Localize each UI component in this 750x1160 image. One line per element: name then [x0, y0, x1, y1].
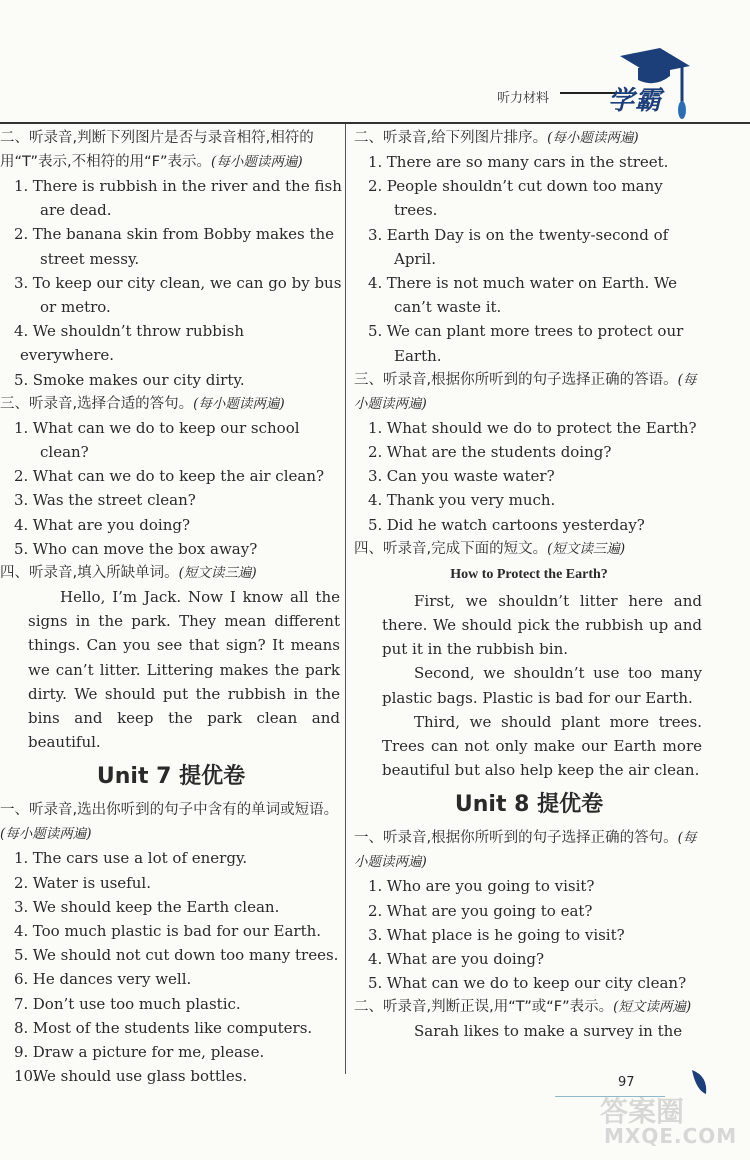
- section-heading: 二、听录音,判断正误,用“T”或“F”表示。(短文读两遍): [354, 999, 692, 1016]
- item-number: 5.: [14, 539, 29, 558]
- item-text: He dances very well.: [32, 970, 192, 989]
- item-number: 4.: [14, 922, 29, 941]
- item-text: What place is he going to visit?: [386, 925, 625, 944]
- item-number: 3.: [368, 467, 383, 486]
- item-text: What can we do to keep our city clean?: [386, 974, 687, 993]
- list-item: [0, 1040, 342, 1064]
- item-text: What should we do to protect the Earth?: [386, 418, 697, 437]
- item-text: The banana skin from Bobby makes the: [32, 225, 335, 244]
- passage: First, we shouldn’t litter here and there. We should pick the rubbish up and put it in the rubbish bin. Second, we shouldn’t use too many plastic bags. Plastic is bad for our Earth. Third, we should plant more trees. Trees can not only make our Earth more beautiful but also help keep the air clean.: [382, 591, 702, 780]
- list-item: [0, 271, 342, 295]
- list-item: [354, 971, 704, 995]
- item-text: What are you doing?: [32, 515, 191, 534]
- item-text-continued: or metro.: [40, 298, 111, 317]
- item-text: What can we do to keep our school: [32, 418, 300, 437]
- item-text: Thank you very much.: [386, 491, 556, 510]
- item-text: Who are you going to visit?: [386, 877, 595, 896]
- item-text: To keep our city clean, we can go by bus: [32, 273, 342, 292]
- leaf-icon: [688, 1068, 710, 1098]
- item-number: 2.: [368, 901, 383, 920]
- item-number: 2.: [368, 177, 383, 196]
- list-item: [0, 368, 342, 392]
- list-item: [0, 967, 342, 991]
- list-item: [354, 174, 704, 198]
- item-text: Water is useful.: [32, 873, 151, 892]
- list-item: [354, 488, 704, 512]
- item-list: [0, 846, 342, 1088]
- item-text: What can we do to keep the air clean?: [32, 467, 325, 486]
- watermark-url: MXQE.COM: [604, 1124, 738, 1148]
- list-item: [0, 513, 342, 537]
- item-number: 2.: [14, 225, 29, 244]
- item-text: Can you waste water?: [386, 467, 555, 486]
- list-item: [0, 222, 342, 246]
- passage: Hello, I’m Jack. Now I know all the signs in the park. They mean different things. Can you see that sign? It means we can’t litter. Littering makes the park dirty. We should put the rubbish in the bins and keep the park clean and beautiful.: [28, 588, 340, 752]
- item-number: 5.: [368, 515, 383, 534]
- item-number: 8.: [14, 1018, 29, 1037]
- item-text: Too much plastic is bad for our Earth.: [32, 922, 322, 941]
- item-text: We can plant more trees to protect our: [386, 322, 684, 341]
- section-heading: 二、听录音,给下列图片排序。(每小题读两遍): [354, 130, 639, 146]
- item-number: 5.: [14, 370, 29, 389]
- item-text-continued: trees.: [394, 201, 438, 220]
- item-number: 3.: [14, 491, 29, 510]
- item-number: 9.: [14, 1043, 29, 1062]
- item-text: There is not much water on Earth. We: [386, 274, 678, 293]
- item-text: Most of the students like computers.: [32, 1018, 313, 1037]
- item-number: 4.: [14, 322, 29, 341]
- item-number: 4.: [368, 950, 383, 969]
- item-number: 1.: [368, 418, 383, 437]
- list-item: [0, 992, 342, 1016]
- list-item: [354, 223, 704, 247]
- item-text: Don’t use too much plastic.: [32, 994, 241, 1013]
- item-list: [354, 150, 704, 368]
- item-text: Smoke makes our city dirty.: [32, 370, 245, 389]
- list-item: [354, 464, 704, 488]
- left-column: [0, 126, 342, 1089]
- item-number: 1.: [368, 153, 383, 171]
- item-number: 2.: [14, 873, 29, 892]
- item-text-continued: street messy.: [40, 249, 140, 268]
- item-text: We should use glass bottles.: [32, 1067, 248, 1086]
- item-text-continued: can’t waste it.: [394, 298, 502, 317]
- list-item: [0, 919, 342, 943]
- item-text: We should keep the Earth clean.: [32, 897, 280, 916]
- item-number: 4.: [368, 274, 383, 293]
- item-text: Who can move the box away?: [32, 539, 258, 558]
- item-text: Earth Day is on the twenty-second of: [386, 225, 669, 244]
- item-number: 5.: [14, 946, 29, 965]
- header-label: 听力材料: [497, 91, 550, 106]
- item-text-continued: clean?: [40, 443, 89, 462]
- item-number: 7.: [14, 994, 29, 1013]
- section-heading: 一、听录音,选出你听到的句子中含有的单词或短语。(每小题读两遍): [0, 802, 339, 843]
- item-number: 1.: [14, 418, 29, 437]
- item-text: What are you doing?: [386, 950, 545, 969]
- page-header: [0, 0, 750, 125]
- list-item: [354, 271, 704, 295]
- item-number: 10.: [14, 1067, 38, 1086]
- item-list: [354, 874, 704, 995]
- item-text: Draw a picture for me, please.: [32, 1043, 265, 1062]
- list-item: [0, 174, 342, 198]
- list-item: [0, 943, 342, 967]
- section-heading: 三、听录音,选择合适的答句。(每小题读两遍): [0, 395, 285, 412]
- item-number: 4.: [14, 515, 29, 534]
- item-number: 2.: [14, 467, 29, 486]
- column-divider: [345, 124, 346, 1074]
- section-heading: 四、听录音,填入所缺单词。(短文读三遍): [0, 565, 257, 582]
- list-item: [0, 416, 342, 440]
- item-text: The cars use a lot of energy.: [32, 849, 248, 868]
- item-text: We should not cut down too many trees.: [32, 946, 339, 965]
- item-text-continued: April.: [394, 249, 436, 268]
- item-text-continued: Earth.: [394, 346, 442, 365]
- item-list: [0, 174, 342, 392]
- list-item: [0, 871, 342, 895]
- unit-title: Unit 7 提优卷: [96, 764, 246, 790]
- list-item: [0, 846, 342, 870]
- item-number: 1.: [14, 849, 29, 868]
- item-text: What are the students doing?: [386, 443, 612, 462]
- list-item: [0, 488, 342, 512]
- item-number: 3.: [14, 897, 29, 916]
- list-item: [354, 874, 704, 898]
- item-text: There are so many cars in the street.: [386, 153, 669, 171]
- item-number: 3.: [14, 273, 29, 292]
- item-text: We shouldn’t throw rubbish everywhere.: [20, 322, 244, 365]
- unit-title: Unit 8 提优卷: [454, 792, 604, 818]
- list-item: [0, 537, 342, 561]
- brand-logo: 学霸: [608, 86, 663, 116]
- item-text: Did he watch cartoons yesterday?: [386, 515, 645, 534]
- passage: Sarah likes to make a survey in the: [414, 1022, 683, 1041]
- section-heading: 三、听录音,根据你所听到的句子选择正确的答语。(每小题读两遍): [354, 371, 697, 412]
- item-number: 5.: [368, 974, 383, 993]
- item-number: 6.: [14, 970, 29, 989]
- item-number: 3.: [368, 225, 383, 244]
- watermark-logo: 答案圈: [600, 1095, 685, 1128]
- list-item: [0, 895, 342, 919]
- list-item: [0, 1016, 342, 1040]
- list-item: [354, 416, 704, 440]
- item-text: People shouldn’t cut down too many: [386, 177, 663, 196]
- passage-title: How to Protect the Earth?: [450, 566, 608, 582]
- list-item: [354, 319, 704, 343]
- item-number: 4.: [368, 491, 383, 510]
- list-item: [0, 1064, 342, 1088]
- list-item: [354, 440, 704, 464]
- item-text: There is rubbish in the river and the fish: [32, 177, 342, 195]
- item-list: [354, 416, 704, 537]
- list-item: [354, 947, 704, 971]
- list-item: [0, 319, 342, 367]
- item-number: 3.: [368, 925, 383, 944]
- list-item: [354, 923, 704, 947]
- item-number: 2.: [368, 443, 383, 462]
- item-list: [0, 416, 342, 561]
- list-item: [0, 464, 342, 488]
- page-number: 97: [618, 1075, 635, 1090]
- right-column: [354, 126, 704, 1044]
- section-heading: 一、听录音,根据你所听到的句子选择正确的答句。(每小题读两遍): [354, 830, 697, 871]
- item-number: 1.: [14, 177, 29, 195]
- item-text-continued: are dead.: [40, 201, 112, 220]
- list-item: [354, 150, 704, 174]
- item-text: Was the street clean?: [32, 491, 196, 510]
- list-item: [354, 513, 704, 537]
- header-rule: [0, 122, 750, 124]
- item-number: 5.: [368, 322, 383, 341]
- section-heading: 四、听录音,完成下面的短文。(短文读三遍): [354, 540, 626, 557]
- item-text: What are you going to eat?: [386, 901, 593, 920]
- item-number: 1.: [368, 877, 383, 896]
- list-item: [354, 899, 704, 923]
- section-heading: 二、听录音,判断下列图片是否与录音相符,相符的用“T”表示,不相符的用“F”表示。(每小题读两遍): [0, 130, 314, 170]
